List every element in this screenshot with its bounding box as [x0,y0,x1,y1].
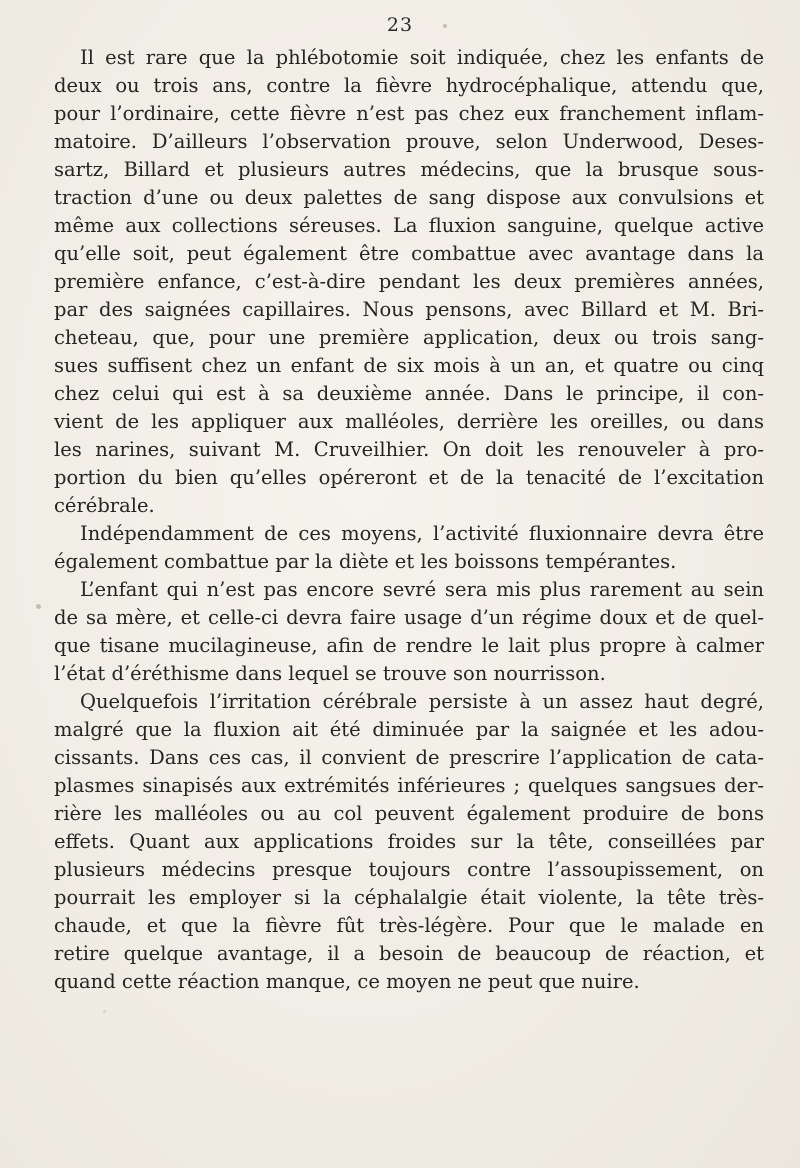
text-line: rière les malléoles ou au col peuvent également produire de bons [54,802,764,825]
text-line: pourrait les employer si la céphalalgie était violente, la tête très- [54,886,764,909]
paragraph-2 [54,520,764,576]
text-line: première enfance, c’est-à-dire pendant les deux premières années, [54,270,764,293]
text-line: l’état d’éréthisme dans lequel se trouve son nourrisson. [54,662,606,685]
text-line: plasmes sinapisés aux extrémités inférieures ; quelques sangsues der- [54,774,764,797]
text-line: deux ou trois ans, contre la fièvre hydrocéphalique, attendu que, [54,74,764,97]
text-line: retire quelque avantage, il a besoin de beaucoup de réaction, et [54,942,764,965]
paper-speck [36,604,41,609]
page-number: 23 [386,14,414,36]
paper-speck [103,1010,106,1013]
text-line: vient de les appliquer aux malléoles, derrière les oreilles, ou dans [54,410,764,433]
text-line: par des saignées capillaires. Nous pensons, avec Billard et M. Bri- [54,298,764,321]
text-line: malgré que la fluxion ait été diminuée par la saignée et les adou- [54,718,764,741]
text-line: les narines, suivant M. Cruveilhier. On doit les renouveler à pro- [54,438,764,461]
text-line: chaude, et que la fièvre fût très-légère. Pour que le malade en [54,914,764,937]
paragraph-4 [54,688,764,996]
text-line: L’enfant qui n’est pas encore sevré sera mis plus rarement au sein [80,578,764,601]
text-line: Indépendamment de ces moyens, l’activité fluxionnaire devra être [80,522,764,545]
text-line: Il est rare que la phlébotomie soit indiquée, chez les enfants de [80,46,764,69]
text-line: pour l’ordinaire, cette fièvre n’est pas chez eux franchement inflam- [54,102,764,125]
paragraph-3 [54,576,764,688]
text-line: même aux collections séreuses. La fluxion sanguine, quelque active [54,214,764,237]
text-line: traction d’une ou deux palettes de sang dispose aux convulsions et [54,186,764,209]
text-line: sues suffisent chez un enfant de six mois à un an, et quatre ou cinq [54,354,764,377]
text-line: effets. Quant aux applications froides sur la tête, conseillées par [54,830,764,853]
text-line: Quelquefois l’irritation cérébrale persiste à un assez haut degré, [80,690,764,713]
body-text [54,44,764,996]
text-line: cérébrale. [54,494,155,517]
text-line: quand cette réaction manque, ce moyen ne peut que nuire. [54,970,640,993]
paragraph-1 [54,44,764,520]
text-line: cissants. Dans ces cas, il convient de prescrire l’application de cata- [54,746,764,769]
text-line: également combattue par la diète et les boissons tempérantes. [54,550,677,573]
text-line: de sa mère, et celle-ci devra faire usage d’un régime doux et de quel- [54,606,764,629]
text-line: plusieurs médecins presque toujours contre l’assoupissement, on [54,858,764,881]
text-line: que tisane mucilagineuse, afin de rendre le lait plus propre à calmer [54,634,764,657]
paper-speck [443,24,447,28]
text-line: matoire. D’ailleurs l’observation prouve, selon Underwood, Deses- [54,130,764,153]
text-line: chez celui qui est à sa deuxième année. Dans le principe, il con- [54,382,764,405]
text-line: portion du bien qu’elles opéreront et de la tenacité de l’excitation [54,466,764,489]
text-line: qu’elle soit, peut également être combattue avec avantage dans la [54,242,764,265]
text-line: cheteau, que, pour une première application, deux ou trois sang- [54,326,764,349]
text-line: sartz, Billard et plusieurs autres médecins, que la brusque sous- [54,158,764,181]
